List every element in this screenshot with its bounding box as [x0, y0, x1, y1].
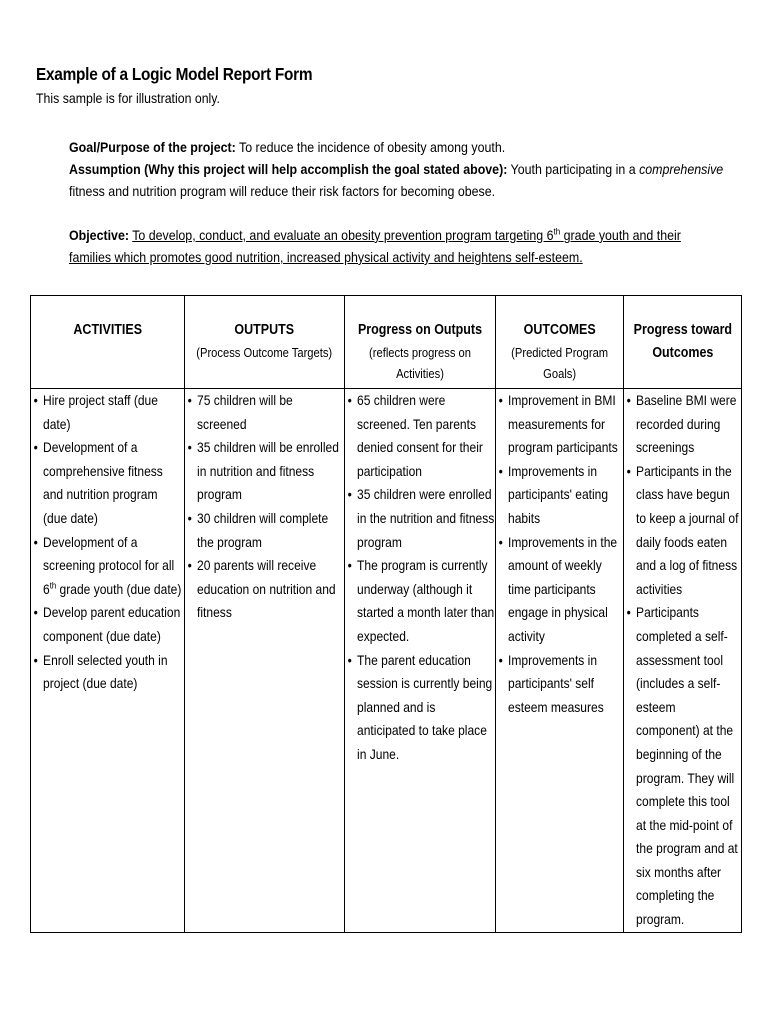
- list-item: • Improvements in participants' eating habits: [496, 460, 623, 531]
- logic-model-table: [30, 295, 742, 933]
- list-item: • 65 children were screened. Ten parents denied consent for their participation: [345, 389, 495, 483]
- list-item: • Improvements in participants' self esteem measures: [496, 649, 623, 720]
- list-item: • 30 children will complete the program: [185, 507, 344, 554]
- list-item: • 35 children were enrolled in the nutrition and fitness program: [345, 483, 495, 554]
- list-item: • 35 children will be enrolled in nutrition and fitness program: [185, 436, 344, 507]
- header-progress-outputs: [345, 296, 496, 389]
- list-item: • The parent education session is currently being planned and is anticipated to take place in June.: [345, 649, 495, 767]
- header-title: OUTPUTS: [234, 322, 295, 338]
- progress-outputs-cell: [345, 389, 496, 933]
- header-subtitle: (Process Outcome Targets): [196, 345, 333, 360]
- assumption-statement: [69, 158, 725, 202]
- activity-text-before: Development of a screening protocol for all 6: [43, 533, 175, 597]
- project-intro: [69, 136, 725, 268]
- list-item: • Baseline BMI were recorded during screenings: [624, 389, 741, 460]
- goal-statement: [69, 136, 725, 158]
- objective-text-before: To develop, conduct, and evaluate an obesity prevention program targeting 6: [132, 227, 554, 243]
- table-header-row: [31, 296, 742, 389]
- objective-label: Objective:: [69, 227, 129, 243]
- outcomes-list: [496, 389, 623, 719]
- header-outputs: [185, 296, 345, 389]
- header-title: Progress toward Outcomes: [633, 322, 732, 361]
- activities-list: [31, 389, 184, 696]
- outputs-list: [185, 389, 344, 625]
- list-item: [31, 531, 184, 602]
- list-item: • 20 parents will receive education on nutrition and fitness: [185, 554, 344, 625]
- assumption-label: Assumption (Why this project will help accomplish the goal stated above):: [69, 161, 508, 177]
- list-item: • Participants in the class have begun to keep a journal of daily foods eaten and a log of fitness activities: [624, 460, 741, 602]
- list-item: • The program is currently underway (although it started a month later than expected.: [345, 554, 495, 648]
- list-item: • Enroll selected youth in project (due date): [31, 649, 184, 696]
- header-activities: [31, 296, 185, 389]
- objective-superscript: th: [553, 226, 561, 237]
- page-title: Example of a Logic Model Report Form: [36, 64, 313, 84]
- table-body-row: [31, 389, 742, 933]
- list-item: • Develop parent education component (due date): [31, 601, 184, 648]
- activities-cell: [31, 389, 185, 933]
- header-progress-outcomes: [624, 296, 742, 389]
- goal-label: Goal/Purpose of the project:: [69, 139, 236, 155]
- list-item: • Participants completed a self-assessment tool (includes a self-esteem component) at the beginning of the program. They will complete this tool at the mid-point of the program and at six months after completing the program.: [624, 601, 741, 931]
- header-subtitle: (Predicted Program Goals): [511, 345, 608, 381]
- list-item: • Improvements in the amount of weekly time participants engage in physical activity: [496, 531, 623, 649]
- header-subtitle: (reflects progress on Activities): [369, 345, 471, 381]
- header-title: OUTCOMES: [523, 322, 596, 338]
- objective-text-after: grade youth and their families which promotes good nutrition, increased physical activity and heightens self-esteem.: [69, 227, 681, 265]
- page-subtitle: This sample is for illustration only.: [36, 90, 220, 106]
- activity-superscript: th: [49, 580, 57, 591]
- assumption-text-after: fitness and nutrition program will reduce their risk factors for becoming obese.: [69, 183, 496, 199]
- objective-statement: [69, 224, 725, 268]
- list-item: • Improvement in BMI measurements for program participants: [496, 389, 623, 460]
- list-item: • 75 children will be screened: [185, 389, 344, 436]
- activity-text-after: grade youth (due date): [56, 580, 182, 597]
- progress-outcomes-cell: [624, 389, 742, 933]
- header-title: Progress on Outputs: [357, 322, 483, 338]
- outcomes-cell: [496, 389, 624, 933]
- header-outcomes: [496, 296, 624, 389]
- objective-text: [69, 227, 681, 265]
- assumption-text-before: Youth participating in a: [510, 161, 636, 177]
- outputs-cell: [185, 389, 345, 933]
- list-item: • Hire project staff (due date): [31, 389, 184, 436]
- progress-outcomes-list: [624, 389, 741, 932]
- header-title: ACTIVITIES: [73, 322, 142, 338]
- progress-outputs-list: [345, 389, 495, 767]
- assumption-emphasis: comprehensive: [639, 161, 724, 177]
- goal-text: To reduce the incidence of obesity among youth.: [239, 139, 506, 155]
- list-item: • Development of a comprehensive fitness and nutrition program (due date): [31, 436, 184, 530]
